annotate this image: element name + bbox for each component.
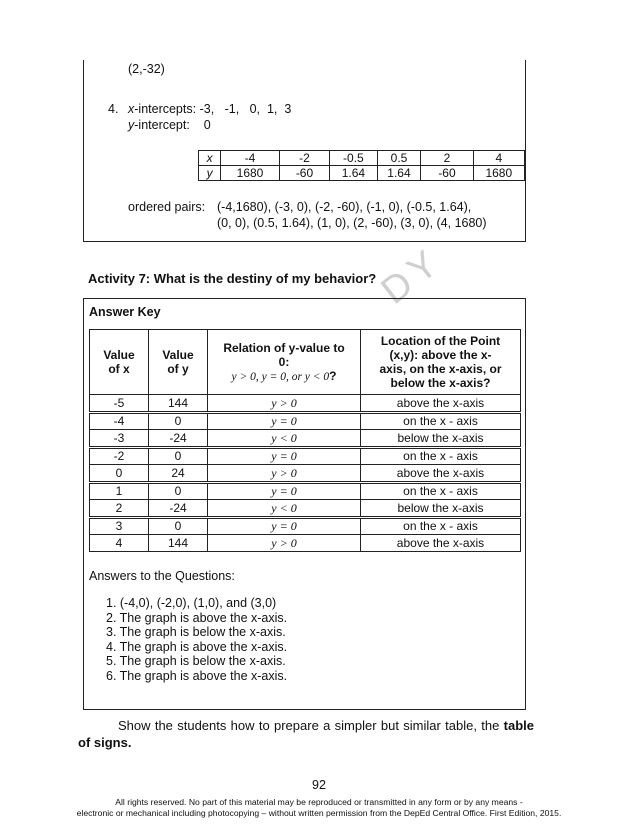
answer-key-box xyxy=(83,298,526,710)
list-item: 1. (-4,0), (-2,0), (1,0), and (3,0) xyxy=(106,596,277,610)
y-value-cell: 1.64 xyxy=(377,166,421,181)
y-value-cell: 1.64 xyxy=(330,166,377,181)
answer-key-title: Answer Key xyxy=(89,305,161,319)
footer-line-2: electronic or mechanical including photocopying – without written permission from the DepEd Central Office. First Edition, 2015. xyxy=(76,808,562,818)
x-value-cell: 0.5 xyxy=(377,151,421,166)
xy-values-table xyxy=(198,150,525,181)
table-row: -3 -24 y < 0 below the x-axis xyxy=(90,430,521,448)
watermark: DY xyxy=(373,239,451,313)
table-row: 2 -24 y < 0 below the x-axis xyxy=(90,500,521,518)
table-row-y xyxy=(199,166,525,181)
list-item: 6. The graph is above the x-axis. xyxy=(106,668,288,683)
answer-key-table xyxy=(89,329,521,552)
table-row: -5 144 y > 0 above the x-axis xyxy=(90,395,521,413)
x-value-cell: 2 xyxy=(421,151,473,166)
list-item: 2. The graph is above the x-axis. xyxy=(106,610,288,625)
page-number: 92 xyxy=(312,778,326,792)
tail-ordered-pair: (2,-32) xyxy=(128,62,165,76)
x-value-cell: -4 xyxy=(221,151,280,166)
list-item: 4. The graph is above the x-axis. xyxy=(106,639,288,654)
answers-list xyxy=(106,596,287,684)
table-row-x xyxy=(199,151,525,166)
ordered-pairs-line-1: (-4,1680), (-3, 0), (-2, -60), (-1, 0), (-0.5, 1.64), xyxy=(217,200,472,214)
table-row: 1 0 y = 0 on the x - axis xyxy=(90,482,521,500)
item-4-number: 4. xyxy=(108,102,119,116)
table-row: 4 144 y > 0 above the x-axis xyxy=(90,535,521,552)
footer-line-1: All rights reserved. No part of this material may be reproduced or transmitted in any form or by any means - xyxy=(115,797,523,807)
y-value-cell: 1680 xyxy=(473,166,524,181)
closing-paragraph: Show the students how to prepare a simpler but similar table, the table of signs. xyxy=(78,718,534,750)
x-value-cell: -2 xyxy=(279,151,329,166)
table-row: 0 24 y > 0 above the x-axis xyxy=(90,465,521,483)
table-header-row xyxy=(90,330,521,395)
x-value-cell: 4 xyxy=(473,151,524,166)
y-intercept-line: y-intercept: 0 xyxy=(128,118,211,132)
list-item: 3. The graph is below the x-axis. xyxy=(106,625,286,640)
table-row: 3 0 y = 0 on the x - axis xyxy=(90,517,521,535)
y-value-cell: -60 xyxy=(421,166,473,181)
activity-title: Activity 7: What is the destiny of my behavior? xyxy=(88,271,377,286)
table-row: -4 0 y = 0 on the x - axis xyxy=(90,412,521,430)
y-header-cell: y xyxy=(199,166,221,181)
table-row: -2 0 y = 0 on the x - axis xyxy=(90,447,521,465)
header-relation: Relation of y-value to 0: y > 0, y = 0, or y < 0? xyxy=(208,330,361,395)
closing-bold-phrase: table of signs. xyxy=(78,718,534,750)
previous-answers-box xyxy=(83,60,526,242)
list-item: 5. The graph is below the x-axis. xyxy=(106,654,286,669)
ordered-pairs-label: ordered pairs: xyxy=(128,200,206,214)
x-intercepts-line: x-intercepts: -3, -1, 0, 1, 3 xyxy=(128,102,292,116)
header-location: Location of the Point (x,y): above the x- axis, on the x-axis, or below the x-axis? xyxy=(361,330,521,395)
y-value-cell: 1680 xyxy=(221,166,280,181)
header-value-y: Value of y xyxy=(149,330,208,395)
copyright-footer xyxy=(0,797,638,819)
x-header-cell: x xyxy=(199,151,221,166)
x-value-cell: -0.5 xyxy=(330,151,377,166)
header-value-x: Value of x xyxy=(90,330,149,395)
y-value-cell: -60 xyxy=(279,166,329,181)
ordered-pairs-line-2: (0, 0), (0.5, 1.64), (1, 0), (2, -60), (3, 0), (4, 1680) xyxy=(217,216,487,230)
answers-title: Answers to the Questions: xyxy=(89,569,235,583)
